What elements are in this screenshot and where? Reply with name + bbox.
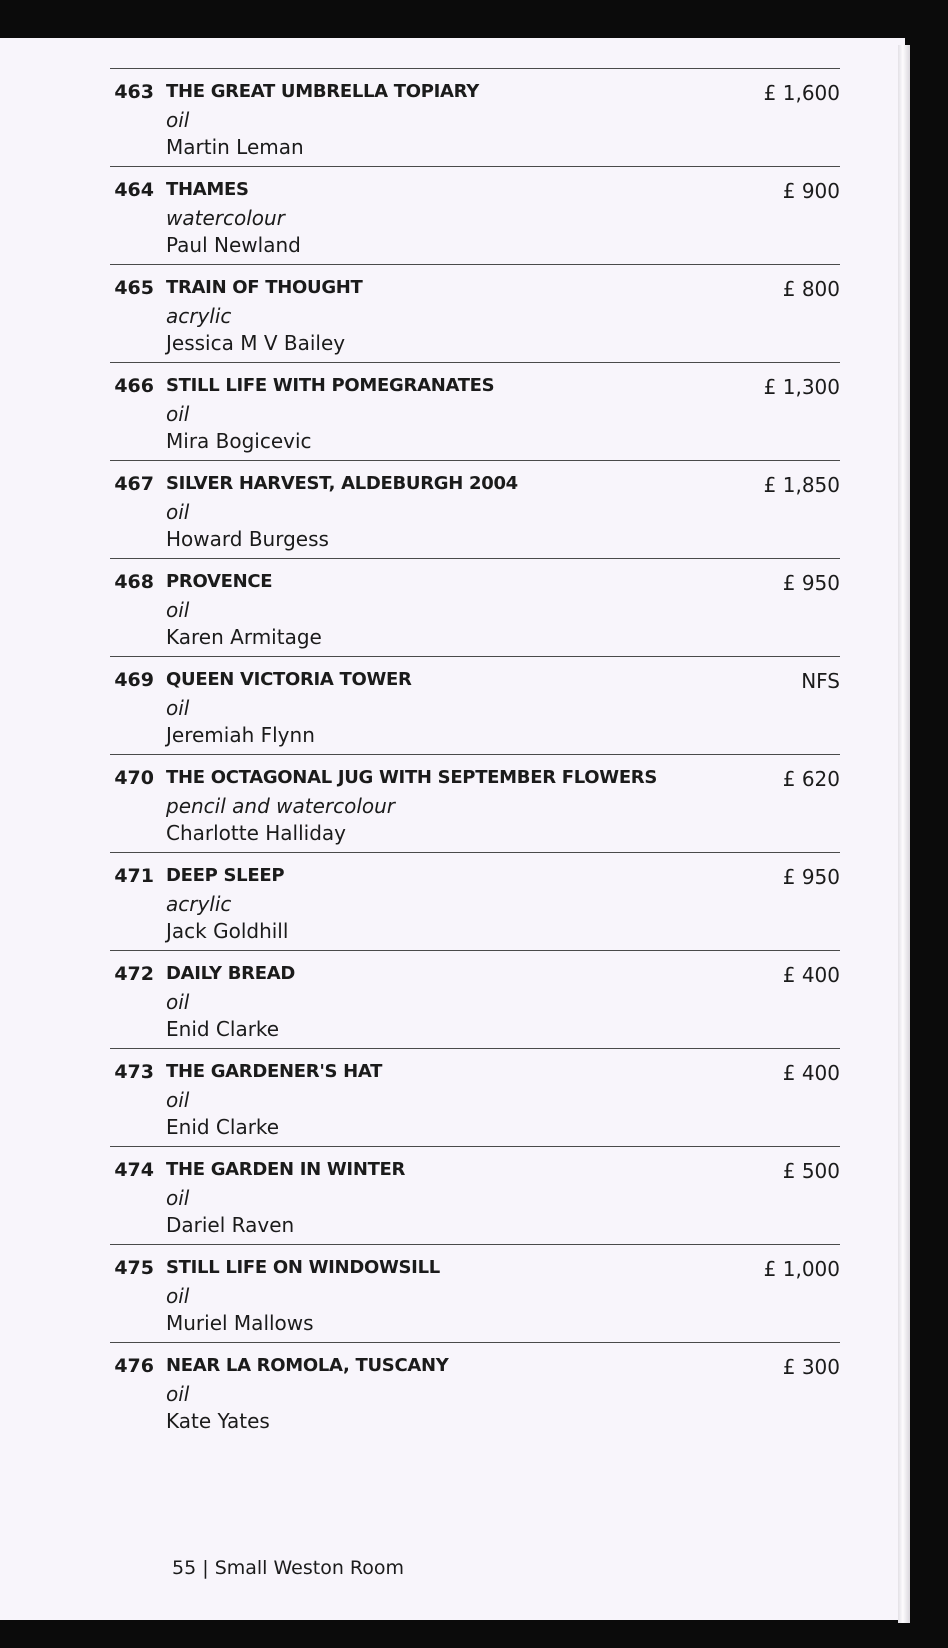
page-footer xyxy=(172,1557,404,1579)
catalogue-entry xyxy=(110,950,840,1048)
artwork-medium: oil xyxy=(166,1186,190,1210)
artist-name: Kate Yates xyxy=(166,1409,270,1433)
catalogue-entry xyxy=(110,1342,840,1440)
room-name: Small Weston Room xyxy=(214,1557,405,1579)
artwork-title: QUEEN VICTORIA TOWER xyxy=(166,669,412,690)
artwork-title: THE GREAT UMBRELLA TOPIARY xyxy=(166,81,479,102)
artwork-medium: oil xyxy=(166,990,190,1014)
page-number: 55 xyxy=(172,1557,197,1579)
artist-name: Muriel Mallows xyxy=(166,1311,314,1335)
artist-name: Enid Clarke xyxy=(166,1017,280,1041)
artwork-title: THAMES xyxy=(166,179,249,200)
lot-number: 472 xyxy=(114,963,154,985)
artwork-price: £ 900 xyxy=(782,179,840,203)
catalogue-entry xyxy=(110,362,840,460)
artwork-price: £ 800 xyxy=(782,277,840,301)
artwork-medium: oil xyxy=(166,696,190,720)
lot-number: 464 xyxy=(114,179,154,201)
lot-number: 474 xyxy=(114,1159,154,1181)
catalogue-entry xyxy=(110,656,840,754)
artwork-price: £ 1,600 xyxy=(763,81,840,105)
catalogue-entry xyxy=(110,754,840,852)
artwork-price: £ 500 xyxy=(782,1159,840,1183)
artwork-medium: oil xyxy=(166,1284,190,1308)
artist-name: Jessica M V Bailey xyxy=(166,331,346,355)
catalogue-entry xyxy=(110,1048,840,1146)
lot-number: 467 xyxy=(114,473,154,495)
lot-number: 475 xyxy=(114,1257,154,1279)
artwork-title: TRAIN OF THOUGHT xyxy=(166,277,363,298)
lot-number: 473 xyxy=(114,1061,154,1083)
artwork-price: £ 950 xyxy=(782,571,840,595)
artwork-price: £ 1,850 xyxy=(763,473,840,497)
artwork-medium: pencil and watercolour xyxy=(166,794,396,818)
catalogue-entry xyxy=(110,1244,840,1342)
page-edge xyxy=(898,45,910,1623)
artwork-medium: oil xyxy=(166,1088,190,1112)
artwork-price: £ 400 xyxy=(782,963,840,987)
artist-name: Charlotte Halliday xyxy=(166,821,347,845)
artwork-medium: watercolour xyxy=(166,206,285,230)
artwork-title: NEAR LA ROMOLA, TUSCANY xyxy=(166,1355,449,1376)
catalogue-entry xyxy=(110,852,840,950)
lot-number: 469 xyxy=(114,669,154,691)
artwork-title: DAILY BREAD xyxy=(166,963,295,984)
artwork-title: THE GARDEN IN WINTER xyxy=(166,1159,406,1180)
artwork-medium: oil xyxy=(166,402,190,426)
artwork-price: NFS xyxy=(801,669,840,693)
lot-number: 468 xyxy=(114,571,154,593)
artwork-title: STILL LIFE WITH POMEGRANATES xyxy=(166,375,495,396)
artwork-title: THE GARDENER'S HAT xyxy=(166,1061,383,1082)
artwork-price: £ 400 xyxy=(782,1061,840,1085)
artwork-medium: oil xyxy=(166,1382,190,1406)
artwork-price: £ 1,300 xyxy=(763,375,840,399)
lot-number: 470 xyxy=(114,767,154,789)
lot-number: 476 xyxy=(114,1355,154,1377)
catalogue-entry xyxy=(110,1146,840,1244)
catalogue-entry xyxy=(110,68,840,166)
catalogue-page xyxy=(0,38,905,1620)
artwork-title: DEEP SLEEP xyxy=(166,865,285,886)
artwork-medium: acrylic xyxy=(166,304,232,328)
lot-number: 465 xyxy=(114,277,154,299)
artwork-title: THE OCTAGONAL JUG WITH SEPTEMBER FLOWERS xyxy=(166,767,658,788)
artist-name: Enid Clarke xyxy=(166,1115,280,1139)
artist-name: Martin Leman xyxy=(166,135,304,159)
catalogue-list xyxy=(110,68,840,1440)
catalogue-entry xyxy=(110,264,840,362)
artwork-medium: oil xyxy=(166,500,190,524)
artist-name: Jack Goldhill xyxy=(166,919,289,943)
lot-number: 463 xyxy=(114,81,154,103)
artist-name: Dariel Raven xyxy=(166,1213,295,1237)
catalogue-entry xyxy=(110,558,840,656)
artwork-title: SILVER HARVEST, ALDEBURGH 2004 xyxy=(166,473,518,494)
artwork-title: PROVENCE xyxy=(166,571,273,592)
artist-name: Karen Armitage xyxy=(166,625,322,649)
catalogue-entry xyxy=(110,460,840,558)
artwork-medium: oil xyxy=(166,108,190,132)
artist-name: Paul Newland xyxy=(166,233,301,257)
artwork-medium: acrylic xyxy=(166,892,232,916)
artist-name: Mira Bogicevic xyxy=(166,429,312,453)
lot-number: 471 xyxy=(114,865,154,887)
artist-name: Jeremiah Flynn xyxy=(166,723,315,747)
artwork-medium: oil xyxy=(166,598,190,622)
catalogue-entry xyxy=(110,166,840,264)
artwork-price: £ 950 xyxy=(782,865,840,889)
footer-separator: | xyxy=(202,1557,209,1579)
artwork-price: £ 300 xyxy=(782,1355,840,1379)
lot-number: 466 xyxy=(114,375,154,397)
artwork-price: £ 620 xyxy=(782,767,840,791)
artist-name: Howard Burgess xyxy=(166,527,329,551)
artwork-price: £ 1,000 xyxy=(763,1257,840,1281)
artwork-title: STILL LIFE ON WINDOWSILL xyxy=(166,1257,440,1278)
